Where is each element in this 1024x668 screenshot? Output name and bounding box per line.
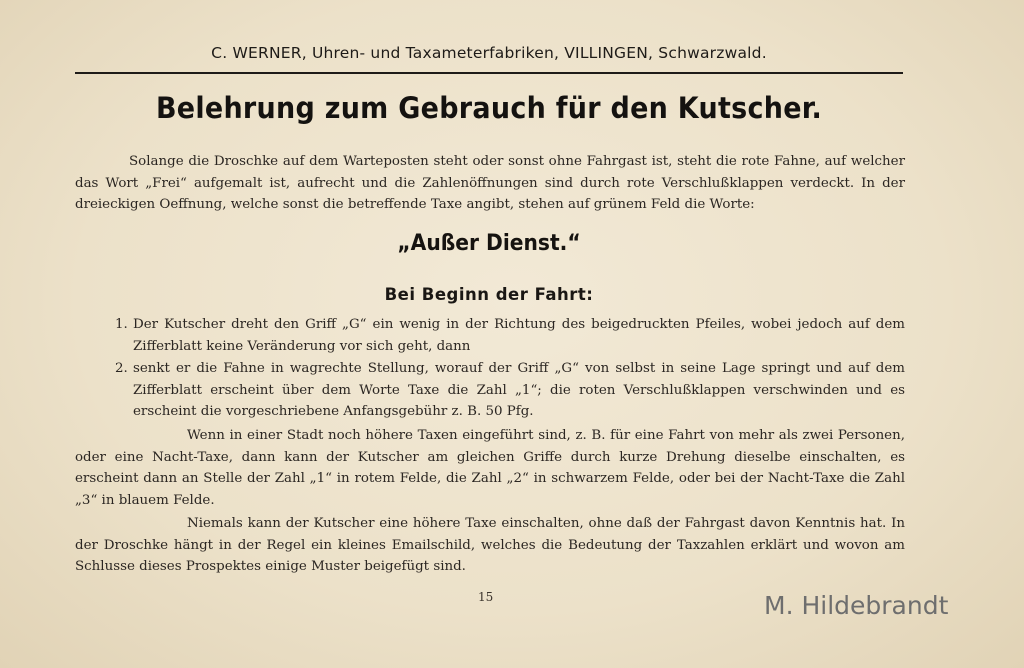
list-item bbox=[115, 314, 905, 357]
company-header: C. WERNER, Uhren- und Taxameterfabriken, VILLINGEN, Schwarzwald. bbox=[211, 44, 767, 62]
list-item-number: 1. bbox=[115, 317, 128, 332]
header-rule bbox=[75, 72, 903, 74]
section-heading: Bei Beginn der Fahrt: bbox=[384, 285, 594, 304]
list-item-number: 2. bbox=[115, 361, 128, 376]
intro-paragraph: Solange die Droschke auf dem Warteposten steht oder sonst ohne Fahrgast ist, steht die rote Fahne, auf welcher das Wort „Frei“ aufgemalt ist, aufrecht und die Zahlenöffnungen sind durch rote Verschlußklappen verdeckt. In der dreieckigen Oeffnung, welche sonst die betreffende Taxe angibt, stehen auf grünem Feld die Worte: bbox=[75, 154, 905, 212]
watermark: M. Hildebrandt bbox=[764, 591, 949, 620]
list-item bbox=[115, 358, 905, 423]
page-number: 15 bbox=[478, 590, 494, 604]
page-title: Belehrung zum Gebrauch für den Kutscher. bbox=[155, 91, 823, 125]
out-of-service-heading: „Außer Dienst.“ bbox=[397, 231, 581, 256]
never-higher-tariff-paragraph: Niemals kann der Kutscher eine höhere Taxe einschalten, ohne daß der Fahrgast davon Kenntnis hat. In der Droschke hängt in der Regel ein kleines Emailschild, welches die Bedeutung der Taxzahlen erklärt und wovon am Schlusse dieses Prospektes einige Muster beigefügt sind. bbox=[75, 516, 905, 574]
list-item-text: Der Kutscher dreht den Griff „G“ ein wenig in der Richtung des beigedruckten Pfeiles, wobei jedoch auf dem Zifferblatt keine Veränderung vor sich geht, dann bbox=[133, 317, 905, 354]
higher-tariffs-paragraph: Wenn in einer Stadt noch höhere Taxen eingeführt sind, z. B. für eine Fahrt von mehr als zwei Personen, oder eine Nacht-Taxe, dann kann der Kutscher am gleichen Griffe durch kurze Drehung dieselbe einschalten, es erscheint dann an Stelle der Zahl „1“ in rotem Felde, die Zahl „2“ in schwarzem Felde, oder bei der Nacht-Taxe die Zahl „3“ in blauem Felde. bbox=[75, 428, 905, 508]
list-item-text: senkt er die Fahne in wagrechte Stellung, worauf der Griff „G“ von selbst in seine Lage springt und auf dem Zifferblatt erscheint über dem Worte Taxe die Zahl „1“; die roten Verschlußklappen verschwinden und es erscheint die vorgeschriebene Anfangsgebühr z. B. 50 Pfg. bbox=[133, 361, 905, 419]
